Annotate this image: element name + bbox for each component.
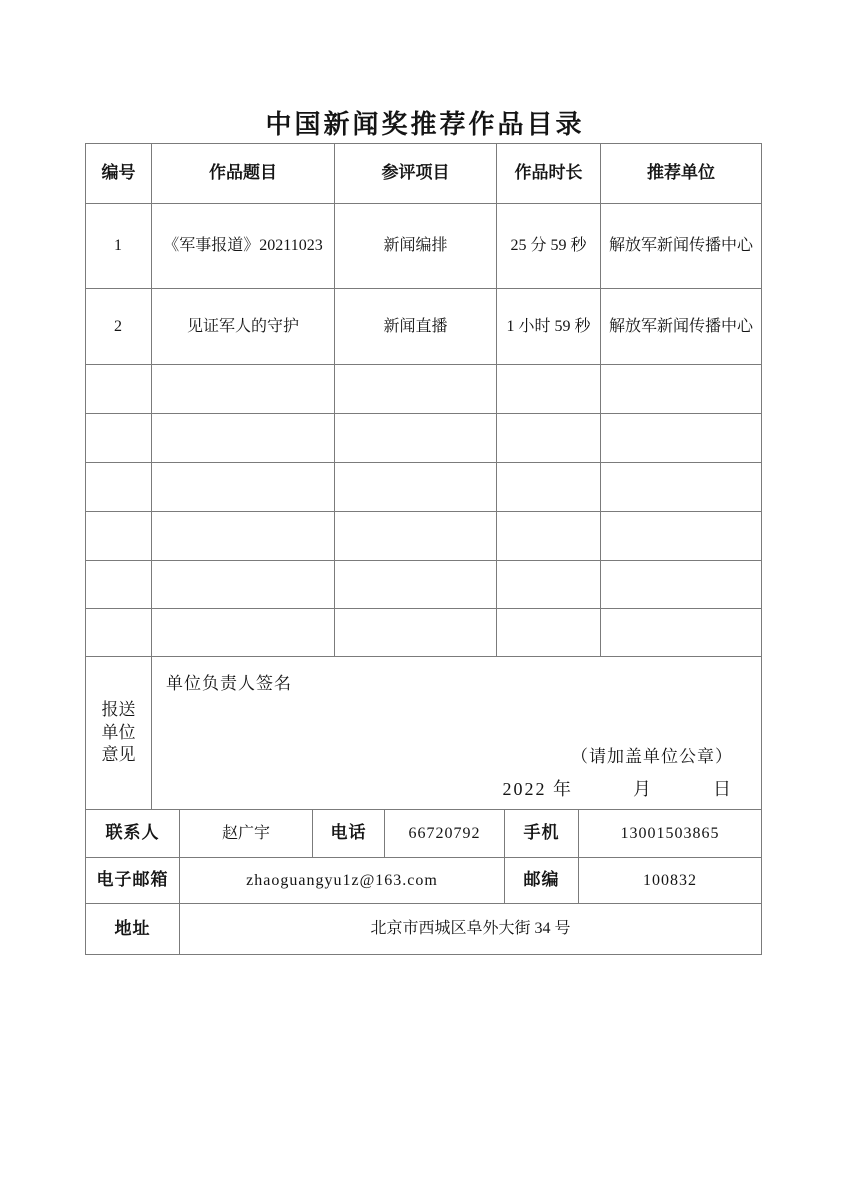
- empty-cell: [497, 561, 601, 608]
- cell-category: 新闻编排: [335, 204, 497, 288]
- cell-recommender: 解放军新闻传播中心: [608, 237, 753, 255]
- contact-label: 联系人: [86, 810, 180, 857]
- header-work-title: 作品题目: [152, 144, 335, 203]
- empty-cell: [152, 365, 335, 413]
- empty-table-row: [86, 414, 761, 463]
- empty-cell: [497, 512, 601, 560]
- mobile-value: 13001503865: [620, 824, 720, 842]
- empty-table-row: [86, 365, 761, 414]
- cell-category: 新闻直播: [335, 289, 497, 364]
- empty-cell: [86, 414, 152, 462]
- empty-cell: [86, 365, 152, 413]
- cell-duration: 25 分 59 秒: [497, 204, 601, 288]
- contact-value: 赵广宇: [180, 810, 313, 857]
- empty-table-row: [86, 609, 761, 657]
- empty-cell: [497, 365, 601, 413]
- table-row: [86, 204, 761, 289]
- opinion-row: [86, 657, 761, 810]
- phone-label: 电话: [313, 810, 385, 857]
- empty-cell: [335, 609, 497, 656]
- signature-label: 单位负责人签名: [166, 674, 292, 693]
- empty-cell: [601, 512, 761, 560]
- email-label: 电子邮箱: [86, 858, 180, 903]
- empty-cell: [497, 414, 601, 462]
- empty-cell: [335, 561, 497, 608]
- header-category: 参评项目: [335, 144, 497, 203]
- empty-cell: [335, 463, 497, 511]
- recommendation-table: [85, 143, 762, 955]
- contact-row: [86, 810, 761, 858]
- cell-work-title: 《军事报道》20211023: [152, 204, 335, 288]
- empty-cell: [601, 414, 761, 462]
- empty-cell: [86, 561, 152, 608]
- empty-cell: [601, 609, 761, 656]
- cell-no: 1: [86, 204, 152, 288]
- empty-cell: [152, 561, 335, 608]
- empty-table-row: [86, 561, 761, 609]
- address-row: [86, 904, 761, 954]
- empty-table-row: [86, 463, 761, 512]
- address-label: 地址: [86, 904, 180, 954]
- header-no: 编号: [86, 144, 152, 203]
- opinion-label-line: 单位: [101, 722, 136, 742]
- empty-cell: [497, 609, 601, 656]
- empty-cell: [497, 463, 601, 511]
- table-row: [86, 289, 761, 365]
- mobile-label: 手机: [505, 810, 579, 857]
- table-header-row: [86, 144, 761, 204]
- empty-cell: [152, 512, 335, 560]
- stamp-note: （请加盖单位公章）: [571, 747, 733, 767]
- empty-rows: [86, 365, 761, 657]
- empty-cell: [86, 609, 152, 656]
- empty-cell: [152, 609, 335, 656]
- cell-duration: 1 小时 59 秒: [497, 289, 601, 364]
- page-title: 中国新闻奖推荐作品目录: [265, 110, 585, 139]
- opinion-label-line: 报送: [101, 699, 136, 719]
- opinion-content: [152, 657, 761, 809]
- postcode-value: 100832: [643, 871, 697, 889]
- empty-table-row: [86, 512, 761, 561]
- cell-work-title: 见证军人的守护: [152, 289, 335, 364]
- postcode-label: 邮编: [505, 858, 579, 903]
- email-value: zhaoguangyu1z@163.com: [180, 858, 505, 903]
- opinion-label-line: 意见: [101, 745, 136, 765]
- header-duration: 作品时长: [497, 144, 601, 203]
- address-value: 北京市西城区阜外大街 34 号: [370, 920, 571, 938]
- header-recommender: 推荐单位: [647, 163, 715, 183]
- empty-cell: [86, 463, 152, 511]
- opinion-label: [86, 657, 152, 809]
- empty-cell: [335, 365, 497, 413]
- empty-cell: [601, 463, 761, 511]
- empty-cell: [152, 414, 335, 462]
- cell-no: 2: [86, 289, 152, 364]
- cell-recommender: 解放军新闻传播中心: [608, 317, 753, 335]
- empty-cell: [601, 561, 761, 608]
- empty-cell: [152, 463, 335, 511]
- email-row: [86, 858, 761, 904]
- empty-cell: [335, 414, 497, 462]
- empty-cell: [86, 512, 152, 560]
- empty-cell: [601, 365, 761, 413]
- empty-cell: [335, 512, 497, 560]
- date-line: 2022 年 月 日: [502, 778, 733, 799]
- phone-value: 66720792: [385, 810, 505, 857]
